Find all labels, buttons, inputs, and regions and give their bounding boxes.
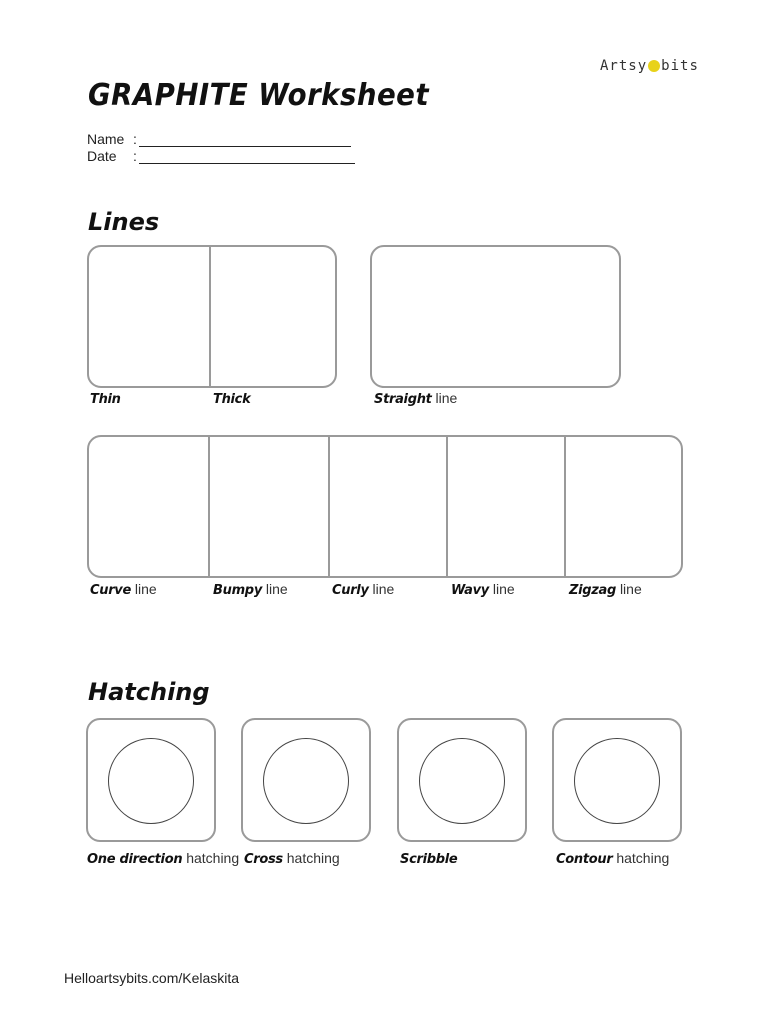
circle-shape	[574, 738, 660, 824]
brand-logo	[600, 58, 699, 74]
hatching-box-scribble[interactable]	[397, 718, 527, 842]
caption-scribble-bold: Scribble	[400, 852, 458, 867]
box-divider	[328, 436, 330, 577]
caption-thick	[213, 390, 250, 407]
name-colon: :	[133, 131, 137, 147]
caption-zigzag-rest: line	[619, 581, 642, 597]
caption-contour-rest: hatching	[616, 850, 670, 866]
caption-zigzag	[569, 581, 642, 598]
caption-wavy-rest: line	[492, 581, 515, 597]
name-label: Name	[87, 131, 125, 147]
date-label: Date	[87, 148, 117, 164]
logo-dot-icon	[648, 60, 660, 72]
caption-curly-bold: Curly	[332, 583, 369, 598]
circle-shape	[419, 738, 505, 824]
name-line[interactable]	[139, 133, 351, 147]
caption-zigzag-bold: Zigzag	[569, 583, 617, 598]
caption-wavy-bold: Wavy	[451, 583, 489, 598]
caption-thin-label: Thin	[90, 392, 121, 407]
straight-box[interactable]	[370, 245, 621, 388]
circle-shape	[108, 738, 194, 824]
date-field[interactable]	[87, 148, 355, 164]
caption-straight-bold: Straight	[374, 392, 432, 407]
caption-contour	[556, 850, 669, 867]
box-divider	[564, 436, 566, 577]
caption-scribble	[400, 850, 457, 867]
hatching-box-cross[interactable]	[241, 718, 371, 842]
hatching-box-contour[interactable]	[552, 718, 682, 842]
date-colon: :	[133, 148, 137, 164]
caption-one-direction-rest: hatching	[186, 850, 240, 866]
caption-one-direction-bold: One direction	[87, 852, 183, 867]
thin-thick-box[interactable]	[87, 245, 337, 388]
page-title: GRAPHITE Worksheet	[88, 78, 430, 113]
caption-one-direction	[87, 850, 239, 867]
caption-curly	[332, 581, 394, 598]
caption-bumpy	[213, 581, 288, 598]
caption-curve-rest: line	[134, 581, 157, 597]
box-divider	[446, 436, 448, 577]
line-types-box[interactable]	[87, 435, 683, 578]
caption-straight-rest: line	[435, 390, 458, 406]
date-line[interactable]	[139, 150, 355, 164]
logo-text-right: bits	[661, 58, 699, 74]
caption-bumpy-rest: line	[265, 581, 288, 597]
caption-contour-bold: Contour	[556, 852, 613, 867]
section-title-lines: Lines	[88, 208, 160, 236]
caption-cross	[244, 850, 340, 867]
logo-text-left: Artsy	[600, 58, 648, 74]
caption-curve-bold: Curve	[90, 583, 131, 598]
caption-curve	[90, 581, 157, 598]
caption-straight	[374, 390, 457, 407]
box-divider	[209, 246, 211, 387]
hatching-box-one-direction[interactable]	[86, 718, 216, 842]
caption-thin	[90, 390, 121, 407]
circle-shape	[263, 738, 349, 824]
caption-cross-bold: Cross	[244, 852, 283, 867]
caption-bumpy-bold: Bumpy	[213, 583, 262, 598]
section-title-hatching: Hatching	[88, 678, 210, 706]
box-divider	[208, 436, 210, 577]
caption-curly-rest: line	[372, 581, 395, 597]
caption-thick-label: Thick	[213, 392, 251, 407]
caption-cross-rest: hatching	[286, 850, 340, 866]
name-field[interactable]	[87, 131, 351, 147]
caption-wavy	[451, 581, 515, 598]
footer-url[interactable]: Helloartsybits.com/Kelaskita	[64, 970, 240, 986]
